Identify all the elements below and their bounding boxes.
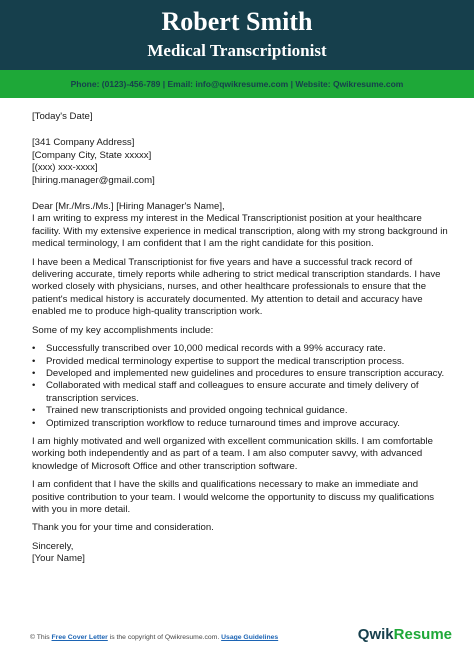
logo-part-resume: Resume xyxy=(393,626,452,643)
logo-part-qwik: Qwik xyxy=(357,626,394,643)
contact-phone: Phone: (0123)-456-789 xyxy=(70,79,161,89)
list-item: • Trained new transcriptionists and provided ongoing technical guidance. xyxy=(32,405,452,417)
paragraph-experience: I have been a Medical Transcriptionist for five years and have a successful track record of delivering accurate, timely reports while adhering to strict medical transcription standards. I have worked closely with physicians, nurses, and other healthcare professionals to ensure that the patient's medical history is accurately documented. My attention to detail and accuracy have enabled me to produce high-quality transcription work. xyxy=(32,256,441,318)
job-title: Medical Transcriptionist xyxy=(147,41,327,60)
letter-body xyxy=(32,111,452,566)
address-line: [(xxx) xxx-xxxx] xyxy=(32,162,98,174)
footer-middle: is the copyright of Qwikresume.com. xyxy=(107,634,222,641)
list-item: • Optimized transcription workflow to reduce turnaround times and improve accuracy. xyxy=(32,418,452,430)
address-line: [hiring.manager@gmail.com] xyxy=(32,174,155,186)
address-line: [341 Company Address] xyxy=(32,137,135,149)
accomplishments-intro: Some of my key accomplishments include: xyxy=(32,324,214,336)
footer-prefix: © This xyxy=(30,634,52,641)
accomplishments-list xyxy=(32,343,452,430)
list-item: • Provided medical terminology expertise to support the medical transcription process. xyxy=(32,356,452,368)
usage-guidelines-link[interactable]: Usage Guidelines xyxy=(221,634,279,641)
footer-copyright xyxy=(30,634,278,641)
list-item: • Successfully transcribed over 10,000 medical records with a 99% accuracy rate. xyxy=(32,343,452,355)
paragraph-closing: I am confident that I have the skills and qualifications necessary to make an immediate and positive contribution to your team. I would welcome the opportunity to discuss my qualifications with you in more detail. xyxy=(32,479,435,515)
free-cover-letter-link[interactable]: Free Cover Letter xyxy=(51,634,108,641)
contact-email[interactable]: Email: info@qwikresume.com xyxy=(167,79,289,89)
address-line: [Company City, State xxxxx] xyxy=(32,149,152,161)
signature: [Your Name] xyxy=(32,553,85,565)
header-banner xyxy=(0,0,474,70)
contact-separator: | xyxy=(288,79,296,89)
paragraph-skills: I am highly motivated and well organized with excellent communication skills. I am comfortable working both independently and as part of a team. I am also computer savvy, with advanced knowledge of Microsoft Office and other transcription software. xyxy=(32,435,433,472)
qwikresume-logo[interactable] xyxy=(358,626,452,643)
contact-separator: | xyxy=(160,79,168,89)
applicant-name: Robert Smith xyxy=(161,7,313,36)
contact-bar xyxy=(0,70,474,98)
thanks-line: Thank you for your time and consideration. xyxy=(32,522,214,534)
letter-date: [Today's Date] xyxy=(32,111,93,122)
closing: Sincerely, xyxy=(32,540,74,552)
list-item: • Developed and implemented new guidelines and procedures to ensure transcription accuracy. xyxy=(32,368,452,380)
paragraph-intro: I am writing to express my interest in the Medical Transcriptionist position at your healthcare facility. With my extensive experience in medical transcription, along with my strong background in medical terminology, I am confident that I am the right candidate for this position. xyxy=(32,213,448,250)
contact-website[interactable]: Website: Qwikresume.com xyxy=(295,79,404,89)
salutation: Dear [Mr./Mrs./Ms.] [Hiring Manager's Name], xyxy=(32,201,225,213)
list-item: • Collaborated with medical staff and colleagues to ensure accurate and timely delivery of transcription services. xyxy=(32,380,452,405)
